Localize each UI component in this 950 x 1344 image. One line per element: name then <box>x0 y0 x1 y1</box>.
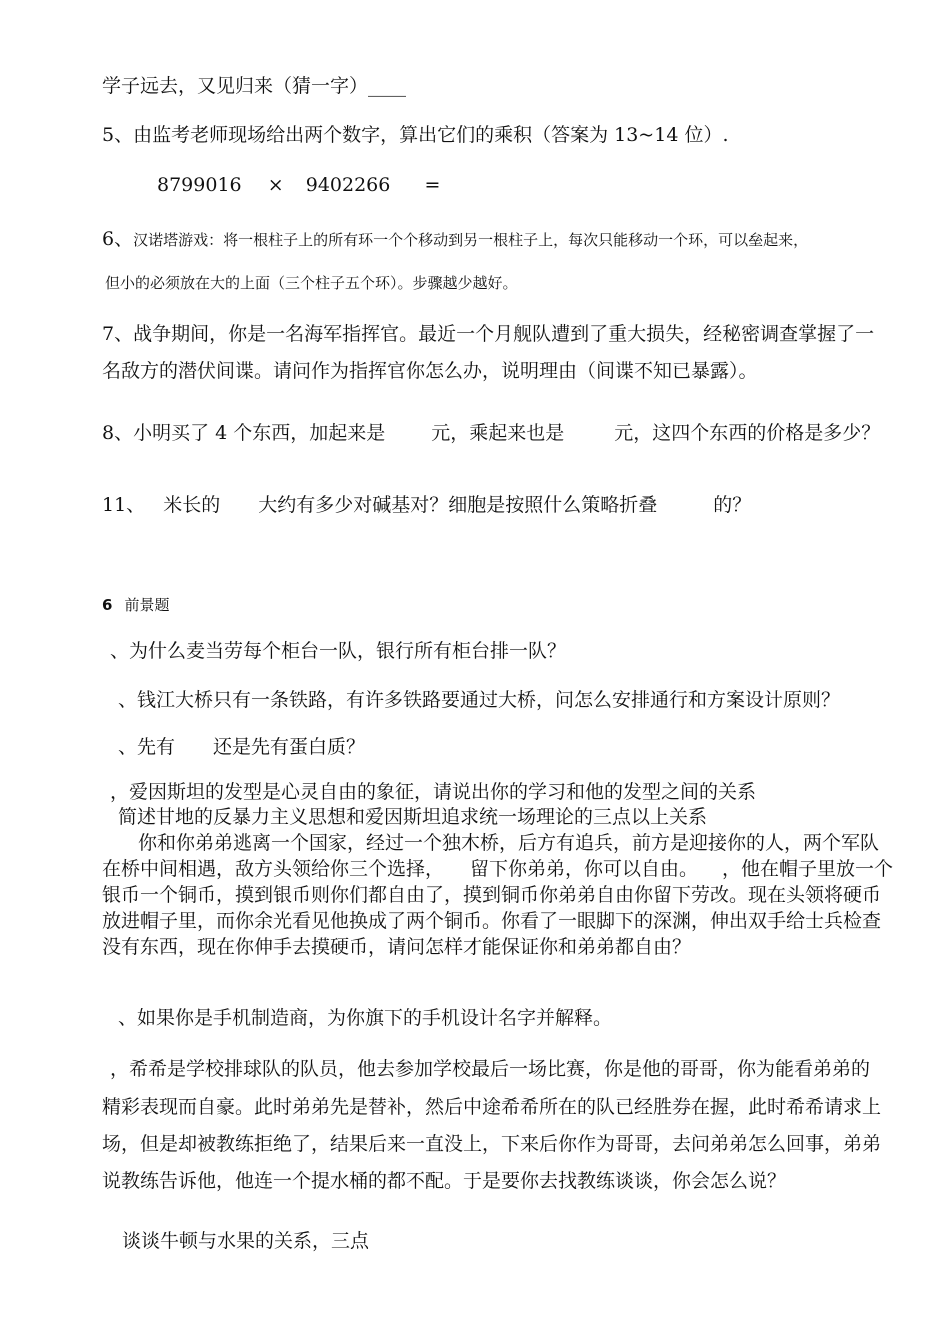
question-6-line2: 但小的必须放在大的上面（三个柱子五个环）。步骤越少越好。 <box>105 274 518 292</box>
escape-part2: 在桥中间相遇，敌方头领给你三个选择， <box>102 858 445 880</box>
question-8-part3: 元，这四个东西的价格是多少？ <box>614 422 881 444</box>
riddle-question: 学子远去，又见归来（猜一字）____ <box>102 75 407 97</box>
volleyball-line3: 场，但是却被教练拒绝了，结果后来一直没上，下来后你作为哥哥，去问弟弟怎么回事，弟弟 <box>102 1133 882 1155</box>
question-7-line1 <box>102 321 874 347</box>
question-bridge: 、钱江大桥只有一条铁路，有许多铁路要通过大桥，问怎么安排通行和方案设计原则？ <box>118 689 841 711</box>
question-5-expression <box>157 172 440 198</box>
question-11-part3: 的？ <box>713 494 752 516</box>
escape-part3: 留下你弟弟，你可以自由。 <box>470 858 699 880</box>
question-11-number: 11、 <box>102 494 146 516</box>
question-egg-part1: 、先有 <box>118 736 176 758</box>
section-title: 前景题 <box>124 596 170 614</box>
question-11-part1: 米长的 <box>163 494 221 516</box>
question-mcdonalds: 、为什么麦当劳每个柜台一队，银行所有柜台排一队？ <box>110 640 567 662</box>
escape-line5: 没有东西，现在你伸手去摸硬币，请问怎样才能保证你和弟弟都自由？ <box>102 936 692 958</box>
question-egg-part2: 还是先有蛋白质？ <box>213 736 366 758</box>
question-7-line2: 名敌方的潜伏间谍。请问作为指挥官你怎么办，说明理由（间谍不知已暴露）。 <box>102 360 758 382</box>
question-11-part2: 大约有多少对碱基对？细胞是按照什么策略折叠 <box>258 494 658 516</box>
question-einstein: ，爱因斯坦的发型是心灵自由的象征，请说出你的学习和他的发型之间的关系 <box>110 781 757 803</box>
question-6-text: 汉诺塔游戏：将一根柱子上的所有环一个个移动到另一根柱子上，每次只能移动一个环，可以垒起来， <box>133 231 809 249</box>
section-heading <box>102 591 170 618</box>
question-5-text: 5、由监考老师现场给出两个数字，算出它们的乘积（答案为 13~14 位）. <box>102 124 729 146</box>
volleyball-line1: ，希希是学校排球队的队员，他去参加学校最后一场比赛，你是他的哥哥，你为能看弟弟的 <box>110 1058 871 1080</box>
question-8 <box>102 420 880 446</box>
question-8-number: 8、 <box>102 422 134 444</box>
operand-b: 9402266 <box>305 174 391 196</box>
escape-part4: ，他在帽子里放一个 <box>722 858 894 880</box>
volleyball-line4: 说教练告诉他，他连一个提水桶的都不配。于是要你去找教练谈谈，你会怎么说？ <box>102 1170 787 1192</box>
escape-line2 <box>102 856 893 882</box>
escape-line3: 银币一个铜币，摸到银币则你们都自由了，摸到铜币你弟弟自由你留下劳改。现在头领将硬币 <box>102 884 882 906</box>
question-7-number: 7、 <box>102 323 134 345</box>
equals-sign: = <box>424 174 441 196</box>
question-6-line1 <box>102 226 808 253</box>
question-egg-protein <box>118 734 365 760</box>
question-11 <box>102 492 751 518</box>
question-phone: 、如果你是手机制造商，为你旗下的手机设计名字并解释。 <box>118 1007 613 1029</box>
question-gandhi: 简述甘地的反暴力主义思想和爱因斯坦追求统一场理论的三点以上关系 <box>118 806 708 828</box>
escape-line1: 你和你弟弟逃离一个国家，经过一个独木桥，后方有追兵，前方是迎接你的人，两个军队 <box>138 832 880 854</box>
section-number: 6 <box>102 596 113 614</box>
multiply-sign: × <box>267 174 284 196</box>
question-newton: 谈谈牛顿与水果的关系，三点 <box>122 1230 370 1252</box>
question-8-part1: 小明买了 4 个东西，加起来是 <box>133 422 386 444</box>
operand-a: 8799016 <box>157 174 242 196</box>
volleyball-line2: 精彩表现而自豪。此时弟弟先是替补，然后中途希希所在的队已经胜券在握，此时希希请求上 <box>102 1096 882 1118</box>
question-7-text: 战争期间，你是一名海军指挥官。最近一个月舰队遭到了重大损失，经秘密调查掌握了一 <box>133 323 875 345</box>
question-6-number: 6、 <box>102 228 134 250</box>
question-8-part2: 元，乘起来也是 <box>431 422 565 444</box>
escape-line4: 放进帽子里，而你余光看见他换成了两个铜币。你看了一眼脚下的深渊，伸出双手给士兵检查 <box>102 910 882 932</box>
